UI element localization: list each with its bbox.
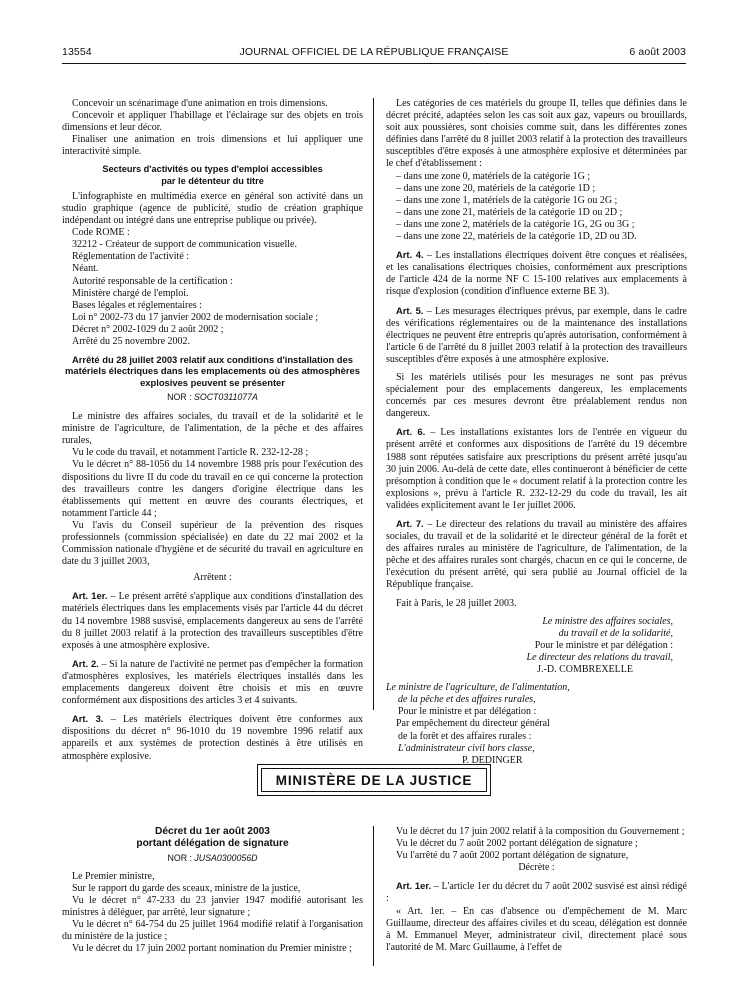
decret-para: Le Premier ministre, (72, 870, 155, 882)
article-label: Art. 1er. (396, 880, 432, 892)
intro-para: Les catégories de ces matériels du groupe II, telles que définies dans le décret précité, adaptées selon les cas soit aux gaz, vapeurs ou brouillards, soit aux poussières, sont choisies comme suit, dans les différentes zones définies dans l'arrêté du 8 juillet 2003 relatif à la protection des travailleurs susceptibles d'être exposés à une atmosphère explosive et déterminées par le chef d'établissement : (386, 98, 687, 170)
article (62, 658, 363, 707)
section-para: Code ROME : (72, 227, 130, 239)
article-text: – Le directeur des relations du travail au ministère des affaires sociales, du travail et de la solidarité et le directeur général de la forêt et des affaires rurales au ministère de l'agriculture, de l'alimentation, de la pêche et des affaires rurales sont chargés, chacun en ce qui le concerne, de l'exécution du présent arrêté, qui sera publié au Journal officiel de la République française. (386, 519, 687, 591)
journal-title: JOURNAL OFFICIEL DE LA RÉPUBLIQUE FRANÇAISE (239, 46, 509, 58)
article-text: – Les mesurages électriques prévus, par exemple, dans le cadre des vérifications réglementaires ou de la maintenance des installations électriques ne peuvent être entrepris qu'après autorisation, conformément à l'article 6 de l'arrêté du 8 juillet 2003 relatif à la protection des travailleurs susceptibles d'être exposés à une atmosphère explosive. (386, 305, 687, 365)
arrete-para: Vu le code du travail, et notamment l'article R. 232-12-28 ; (72, 447, 309, 459)
article-label: Art. 5. (396, 304, 424, 316)
article-label: Art. 1er. (72, 590, 108, 602)
decret-para: Vu le décret n° 64-754 du 25 juillet 1964 modifié relatif à l'organisation du ministère de la justice ; (62, 918, 363, 942)
article-text: – Les matériels électriques doivent être conformes aux dispositions du décret n° 96-1010 du 19 novembre 1996 relatif aux appareils et aux systèmes de protection destinés à être utilisés en atmosphère explosive. (62, 714, 363, 762)
decret-para: Vu le décret n° 47-233 du 23 janvier 1947 modifié autorisant les ministres à déléguer, par arrêté, leur signature ; (62, 894, 363, 918)
decret-para: Vu le décret du 17 juin 2002 relatif à la composition du Gouvernement ; (396, 826, 685, 837)
article-label: Art. 6. (396, 426, 426, 438)
zone-item: – dans une zone 21, matériels de la catégorie 1D ou 2D ; (396, 206, 623, 218)
section-para: Bases légales et réglementaires : (72, 299, 202, 311)
article (386, 518, 687, 592)
decret-para: Décrète : (518, 862, 555, 874)
article-label: Art. 2. (72, 657, 99, 669)
section-para: Néant. (72, 263, 99, 275)
decret-para: Vu le décret du 7 août 2002 portant délégation de signature ; (396, 838, 638, 850)
arrete-title: Arrêté du 28 juillet 2003 relatif aux conditions d'installation des matériels électriques dans les emplacements où des atmosphères explosives peuvent se présenter (65, 354, 360, 388)
article (386, 426, 687, 512)
nor-code: JUSA0300056D (194, 853, 258, 864)
decret-nor: NOR : JUSA0300056D (167, 853, 258, 864)
decret-title: Décret du 1er août 2003 portant délégation de signature (136, 826, 289, 850)
article-label: Art. 4. (396, 249, 424, 261)
section-para: Arrêté du 25 novembre 2002. (72, 336, 191, 347)
article (386, 249, 687, 298)
article-text: Si les matériels utilisés pour les mesurages ne sont pas prévus spécialement pour des emplacements dangereux, les emplacements concernés par ces mesures devront être préalablement rendus non dangereux. (386, 371, 687, 420)
section-para: 32212 - Créateur de support de communication visuelle. (72, 239, 297, 251)
section-para: Décret n° 2002-1029 du 2 août 2002 ; (72, 323, 224, 335)
section-para: Ministère chargé de l'emploi. (72, 287, 189, 299)
article-label: Art. 3. (72, 713, 104, 725)
intro-line: Concevoir un scénarimage d'une animation en trois dimensions. (72, 98, 328, 109)
section-para: Autorité responsable de la certification : (72, 275, 233, 287)
article-quote: « Art. 1er. – En cas d'absence ou d'empêchement de M. Marc Guillaume, directeur des affaires civiles et du sceau, délégation est donnée à M. Emmanuel Meyer, administrateur civil, directement placé sous l'autorité de M. Marc Guillaume, à l'effet de (386, 905, 687, 953)
article-text: – Si la nature de l'activité ne permet pas d'empêcher la formation d'atmosphères explosives, les matériels électriques installés dans les emplacements dangereux doivent être choisis et mis en œuvre conformément aux dispositions des articles 3 et 4 suivants. (62, 658, 363, 707)
arrete-para: Vu le décret n° 88-1056 du 14 novembre 1988 pris pour l'exécution des dispositions du livre II du code du travail en ce qui concerne la protection des travailleurs contre les dangers d'origine électrique dans les établissements qui mettent en œuvre des courants électriques, et notamment l'article 44 ; (62, 459, 363, 519)
right-column-lower (386, 826, 687, 954)
decret-para: Vu l'arrêté du 7 août 2002 portant délégation de signature, (396, 850, 629, 862)
page-header (62, 44, 686, 62)
section-para: L'infographiste en multimédia exerce en général son activité dans un studio graphique (agence de publicité, studio de création graphique indépendant ou intégré dans une entreprise publique ou privée). (62, 190, 363, 227)
article-text: – Le présent arrêté s'applique aux conditions d'installation des matériels électriques dans les emplacements visés par l'article 44 du décret du 14 novembre 1988 susvisé, emplacements dangereux au sens de l'arrêté du 8 juillet 2003 relatif à la protection des travailleurs susceptibles d'être exposés à une atmosphère explosive. (62, 591, 363, 651)
left-column-lower (62, 826, 363, 955)
header-rule (62, 63, 686, 64)
column-divider (373, 98, 374, 710)
signatory-name: P. DEDINGER (462, 754, 523, 766)
zone-item: – dans une zone 20, matériels de la catégorie 1D ; (396, 182, 596, 194)
section-heading: Secteurs d'activités ou types d'emploi accessibles par le détenteur du titre (102, 164, 323, 186)
nor-code: SOCT0311077A (193, 391, 258, 402)
right-column-upper (386, 98, 687, 767)
article-text: – Les installations existantes lors de l'entrée en vigueur du présent arrêté et conformes aux dispositions de l'arrêté du 19 décembre 1988 sont réputées satisfaire aux prescriptions du présent arrêté jusqu'au 30 juin 2006. Au-delà de cette date, elles continueront à bénéficier de cette présomption à condition que le « document relatif à la protection contre les explosions », prévu à l'article R. 232-12-29 du code du travail, les ait validées explicitement avant le 1er juillet 2006. (386, 427, 687, 511)
section-para: Loi n° 2002-73 du 17 janvier 2002 de modernisation sociale ; (72, 311, 319, 323)
done-at: Fait à Paris, le 28 juillet 2003. (396, 597, 517, 609)
decret-para: Sur le rapport du garde des sceaux, ministre de la justice, (72, 882, 301, 894)
zone-item: – dans une zone 0, matériels de la catégorie 1G ; (396, 170, 591, 182)
signatory-name: J.-D. COMBREXELLE (537, 664, 633, 676)
article (62, 713, 363, 762)
zone-item: – dans une zone 1, matériels de la catégorie 1G ou 2G ; (396, 194, 618, 206)
decret-para: Vu le décret du 17 juin 2002 portant nomination du Premier ministre ; (72, 943, 352, 955)
intro-line: Finaliser une animation en trois dimensions et lui appliquer une interactivité simple. (62, 134, 363, 158)
left-column-upper (62, 98, 363, 763)
article (386, 305, 687, 366)
issue-date: 6 août 2003 (629, 46, 686, 58)
zone-item: – dans une zone 22, matériels de la catégorie 1D, 2D ou 3D. (396, 231, 637, 243)
article (62, 590, 363, 651)
intro-line: Concevoir et appliquer l'habillage et l'éclairage sur des objets en trois dimensions et leur décor. (62, 110, 363, 134)
zone-item: – dans une zone 2, matériels de la catégorie 1G, 2G ou 3G ; (396, 218, 635, 230)
arrete-para: Vu l'avis du Conseil supérieur de la prévention des risques professionnels (commission spécialisée) en date du 22 mai 2002 et la Commission nationale d'hygiène et de sécurité du travail en agriculture en date du 3 juillet 2003, (62, 519, 363, 568)
section-para: Réglementation de l'activité : (72, 251, 190, 263)
arrete-para: Le ministre des affaires sociales, du travail et de la solidarité et le ministre de l'agriculture, de l'alimentation, de la pêche et des affaires rurales, (62, 411, 363, 447)
signature-block-1: Le ministre des affaires sociales, du travail et de la solidarité, Pour le ministre et par délégation : Le directeur des relations du travail, J.-D. COMBREXELLE (386, 616, 687, 676)
article-text: – L'article 1er du décret du 7 août 2002 susvisé est ainsi rédigé : (386, 881, 687, 905)
article-label: Art. 7. (396, 518, 424, 529)
arrete-para: Arrêtent : (193, 572, 232, 584)
page-number: 13554 (62, 46, 92, 58)
arrete-nor: NOR : SOCT0311077A (167, 391, 258, 402)
column-divider-lower (373, 826, 374, 966)
ministry-heading-box (257, 764, 491, 796)
ministry-heading: MINISTÈRE DE LA JUSTICE (261, 768, 487, 792)
article-text: – Les installations électriques doivent être conçues et réalisées, et les canalisations électriques choisies, conformément aux prescriptions de l'article 424 de la norme NF C 15-100 relatives aux emplacements à risque d'explosion (condition d'influence externe BE 3). (386, 250, 687, 298)
signature-block-2: Le ministre de l'agriculture, de l'alimentation, de la pêche et des affaires rurales, Pour le ministre et par délégation : Par empêchement du directeur général de la forêt et des affaires rurales : L'administrateur civil hors classe, P. DEDINGER (386, 682, 687, 767)
article-continuation (386, 372, 687, 420)
article (386, 880, 687, 905)
